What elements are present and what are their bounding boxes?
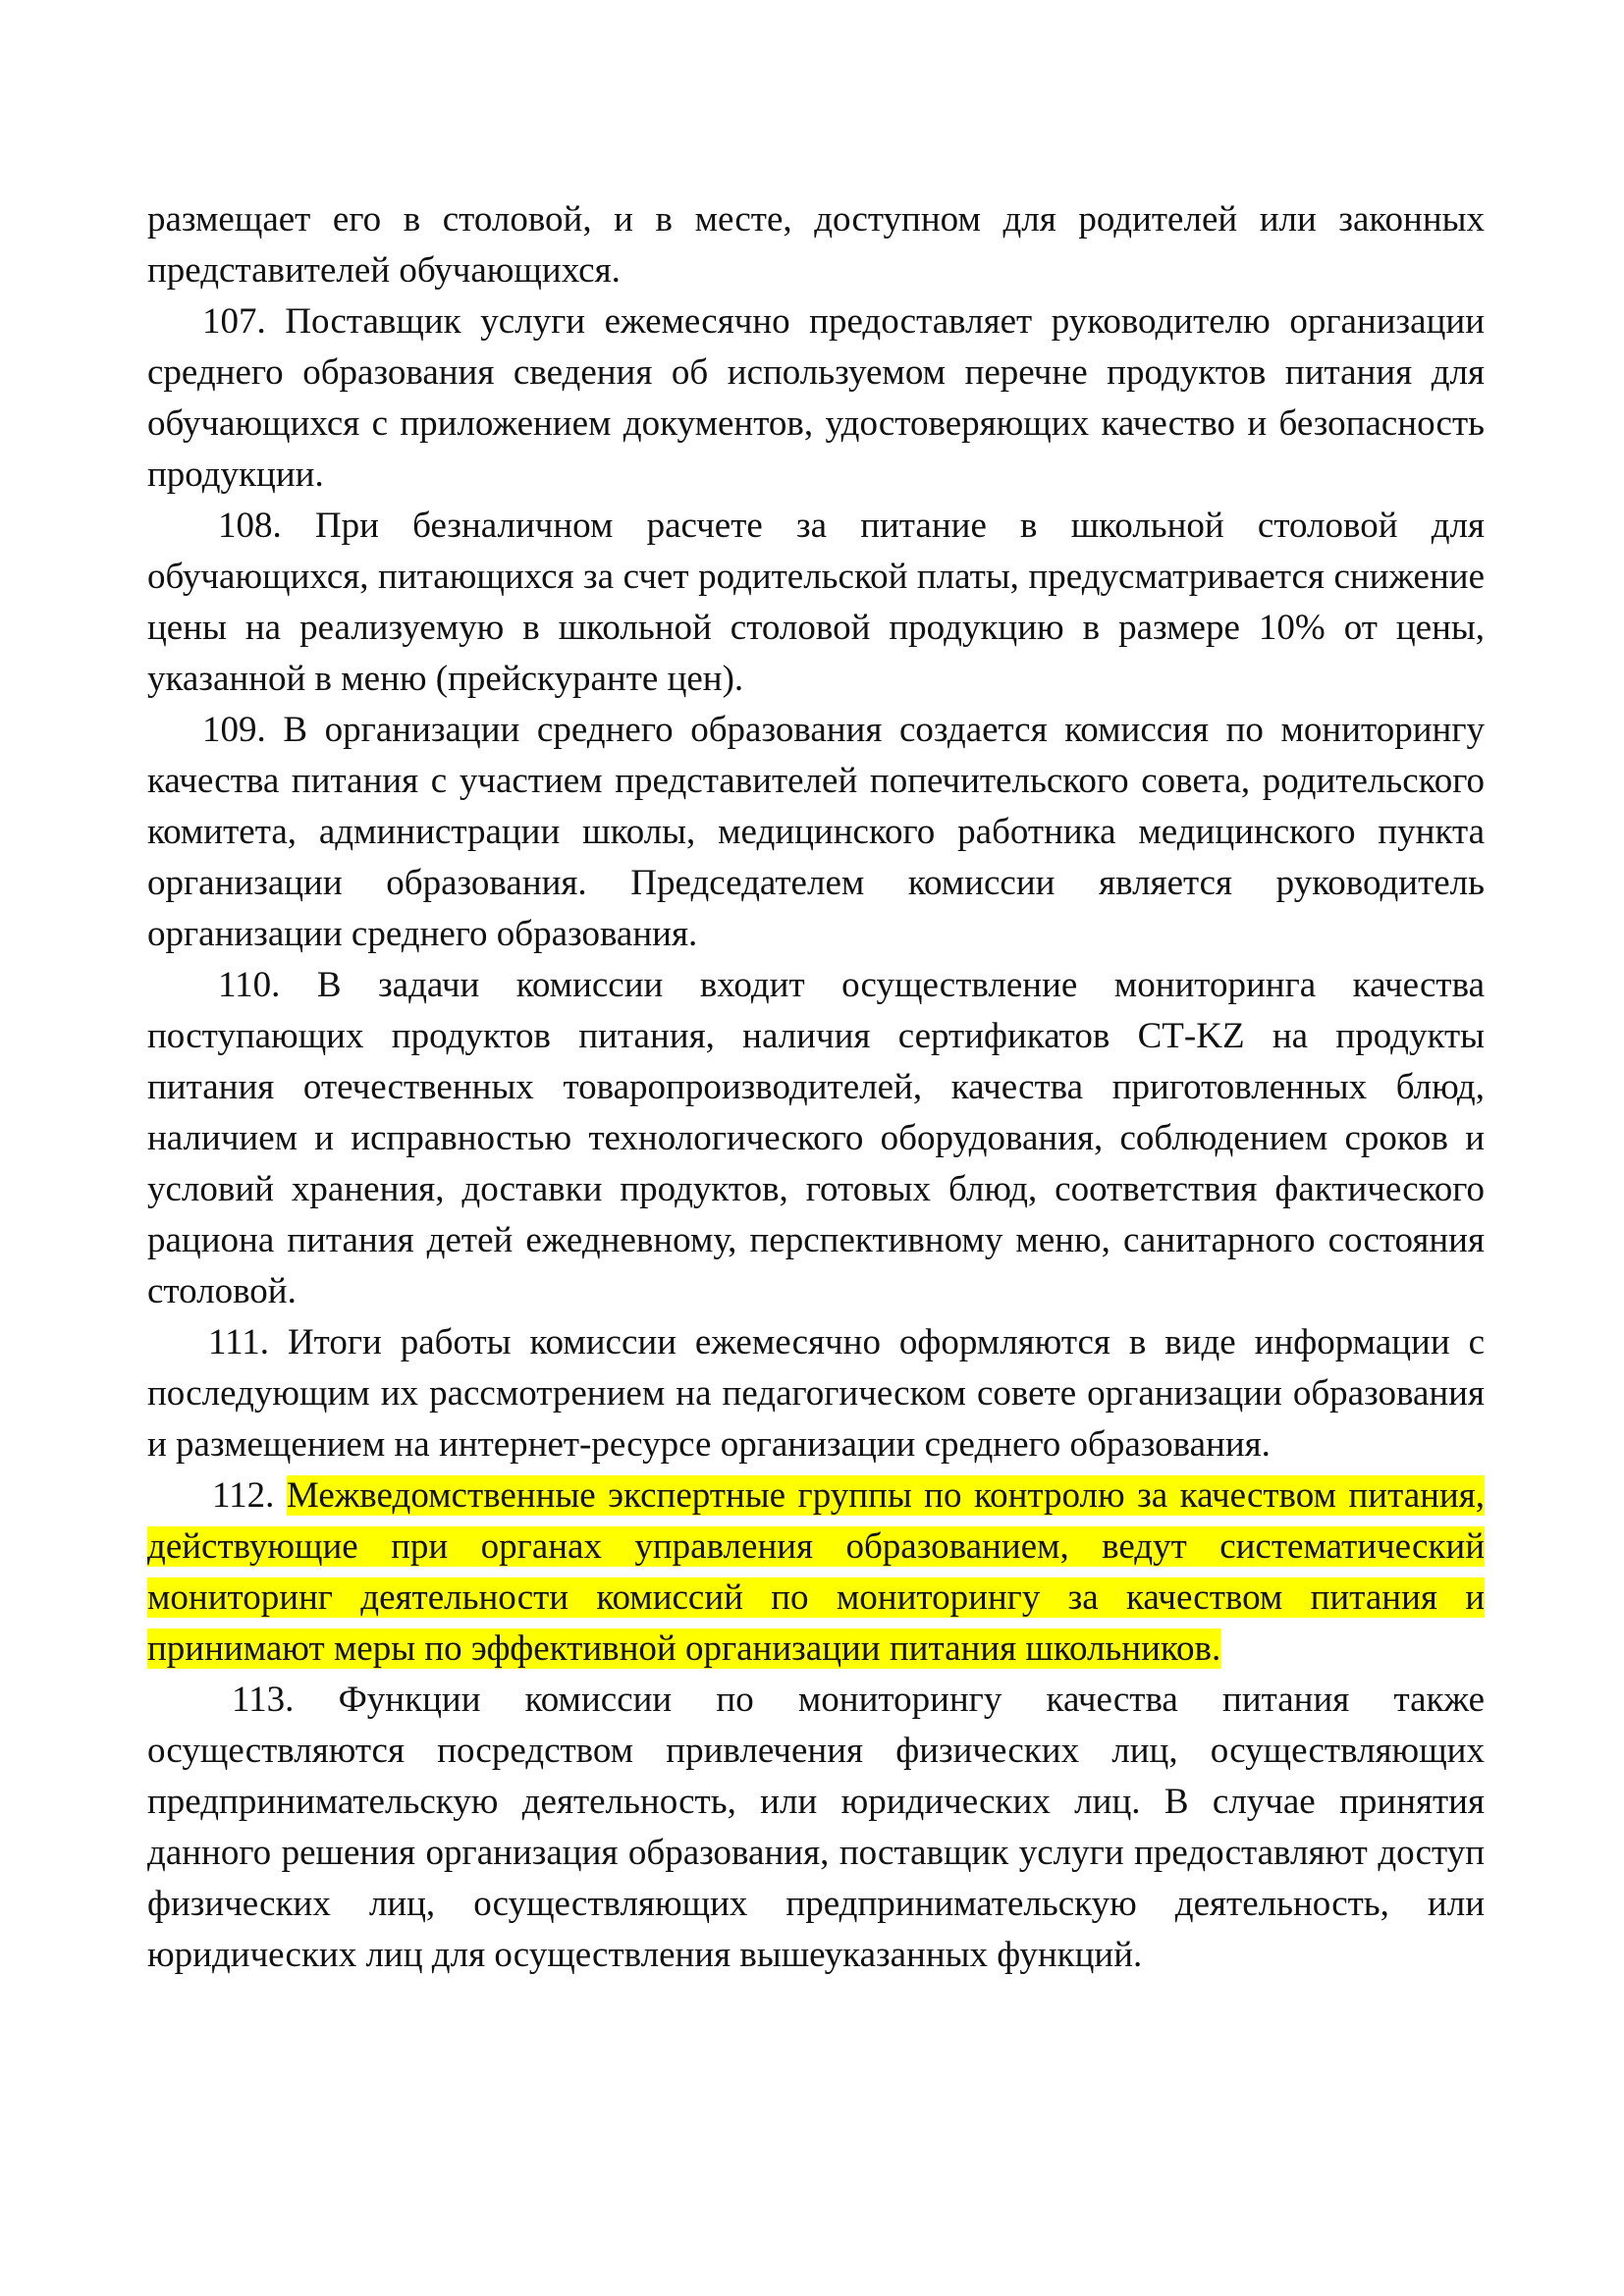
paragraph-110 xyxy=(147,960,1485,1317)
paragraph-number: 112. xyxy=(212,1475,275,1516)
paragraph-text: Функции комиссии по мониторингу качества питания также осуществляются посредством привлечения физических лиц, осуществляющих предпринимательскую деятельность, или юридических лиц. В случае принятия данного решения организация образования, поставщик услуги предоставляют доступ физических лиц, осуществляющих предпринимательскую деятельность, или юридических лиц для осуществления вышеуказанных функций. xyxy=(147,1680,1485,1975)
paragraph-text: При безналичном расчете за питание в школьной столовой для обучающихся, питающихся за счет родительской платы, предусматривается снижение цены на реализуемую в школьной столовой продукцию в размере 10% от цены, указанной в меню (прейскуранте цен). xyxy=(147,506,1485,699)
paragraph-text: Поставщик услуги ежемесячно предоставляет руководителю организации среднего образования сведения об используемом перечне продуктов питания для обучающихся с приложением документов, удостоверяющих качество и безопасность продукции. xyxy=(147,301,1485,495)
paragraph-108 xyxy=(147,501,1485,705)
paragraph-text: Итоги работы комиссии ежемесячно оформляются в виде информации с последующим их рассмотрением на педагогическом совете организации образования и размещением на интернет-ресурсе организации среднего образования. xyxy=(147,1322,1485,1465)
paragraph-text: В организации среднего образования создается комиссия по мониторингу качества питания с участием представителей попечительского совета, родительского комитета, администрации школы, медицинского работника медицинского пункта организации образования. Председателем комиссии является руководитель организации среднего образования. xyxy=(147,710,1485,954)
paragraph-107 xyxy=(147,296,1485,501)
highlighted-text: Межведомственные экспертные группы по контролю за качеством питания, действующие при органах управления образованием, ведут систематический мониторинг деятельности комиссий по мониторингу за качеством питания и принимают меры по эффективной организации питания школьников. xyxy=(147,1475,1486,1669)
paragraph-number: 110. xyxy=(218,965,281,1005)
paragraph-text: В задачи комиссии входит осуществление мониторинга качества поступающих продуктов питания, наличия сертификатов СТ-KZ на продукты питания отечественных товаропроизводителей, качества приготовленных блюд, наличием и исправностью технологического оборудования, соблюдением сроков и условий хранения, доставки продуктов, готовых блюд, соответствия фактического рациона питания детей ежедневному, перспективному меню, санитарного состояния столовой. xyxy=(147,965,1485,1311)
paragraph-number: 113. xyxy=(232,1680,295,1720)
paragraph-112 xyxy=(147,1470,1485,1675)
paragraph-number: 111. xyxy=(208,1322,270,1362)
paragraph-number: 107. xyxy=(202,301,266,342)
paragraph-109 xyxy=(147,705,1485,960)
paragraph-number: 108. xyxy=(218,506,282,546)
paragraph-continuation xyxy=(147,194,1485,296)
paragraph-number: 109. xyxy=(202,710,266,750)
paragraph-111 xyxy=(147,1317,1485,1470)
paragraph-text: размещает его в столовой, и в месте, доступном для родителей или законных представителей обучающихся. xyxy=(147,199,1485,291)
paragraph-113 xyxy=(147,1675,1485,1981)
document-body xyxy=(147,194,1485,1981)
